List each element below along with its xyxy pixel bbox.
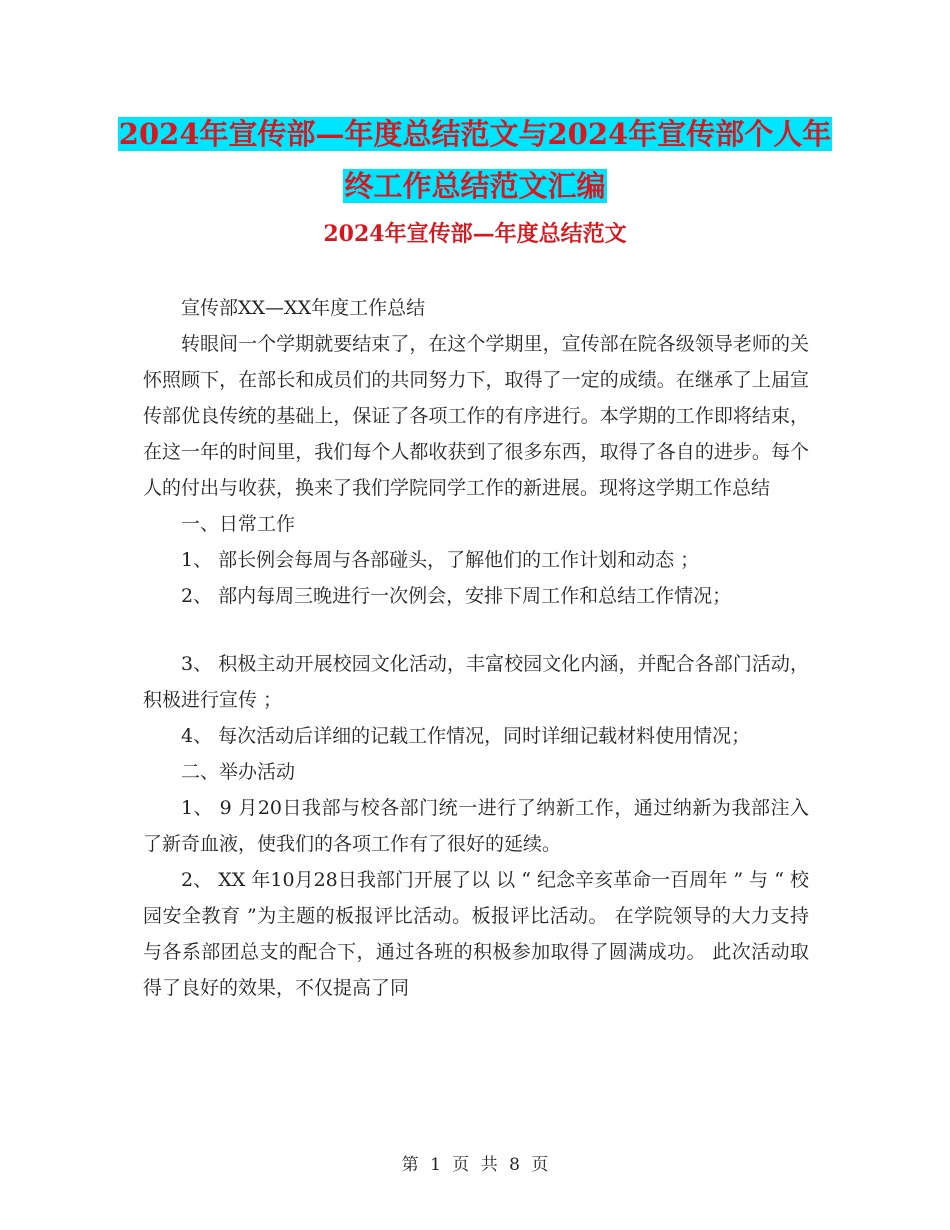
list-item: 4、 每次活动后详细的记载工作情况，同时详细记载材料使用情况； [181,725,751,747]
report-heading: 宣传部XX—XX年度工作总结 [181,297,426,319]
list-item: 2、 XX 年10月28日我部门开展了以 以 “ 纪念辛亥革命一百周年 ” 与 “ 校园安全教育 ”为主题的板报评比活动。板报评比活动。 在学院领导的大力支持与各系部团总支的配合下，通过各班的积极参加取得了圆满成功。 此次活动取得了良好的效果，不仅提高了同 [143,869,809,999]
intro-paragraph: 转眼间一个学期就要结束了，在这个学期里，宣传部在院各级领导老师的关怀照顾下，在部长和成员们的共同努力下，取得了一定的成绩。在继承了上届宣传部优良传统的基础上，保证了各项工作的有序进行。本学期的工作即将结束，在这一年的时间里，我们每个人都收获到了很多东西，取得了各自的进步。每个人的付出与收获，换来了我们学院同学工作的新进展。现将这学期工作总结 [143,333,809,499]
section-heading: 2024年宣传部—年度总结范文 [323,221,627,247]
title-line-2: 终工作总结范文汇编 [344,169,606,203]
title-line-1: 2024年宣传部—年度总结范文与2024年宣传部个人年 [118,117,832,151]
list-item: 2、 部内每周三晚进行一次例会，安排下周工作和总结工作情况； [181,585,732,607]
document-title [110,108,840,212]
section-daily-work: 一、日常工作 [181,513,296,535]
list-item: 1、 9 月20日我部与校各部门统一进行了纳新工作，通过纳新为我部注入了新奇血液，使我们的各项工作有了很好的延续。 [143,797,809,855]
list-item: 1、 部长例会每周与各部碰头，了解他们的工作计划和动态 ； [181,549,700,571]
section-activities: 二、举办活动 [181,761,296,783]
list-item: 3、 积极主动开展校园文化活动，丰富校园文化内涵，并配合各部门活动，积极进行宣传 ； [143,653,809,711]
page-number: 第 1 页 共 8 页 [401,1155,549,1175]
document-body [143,290,809,1006]
